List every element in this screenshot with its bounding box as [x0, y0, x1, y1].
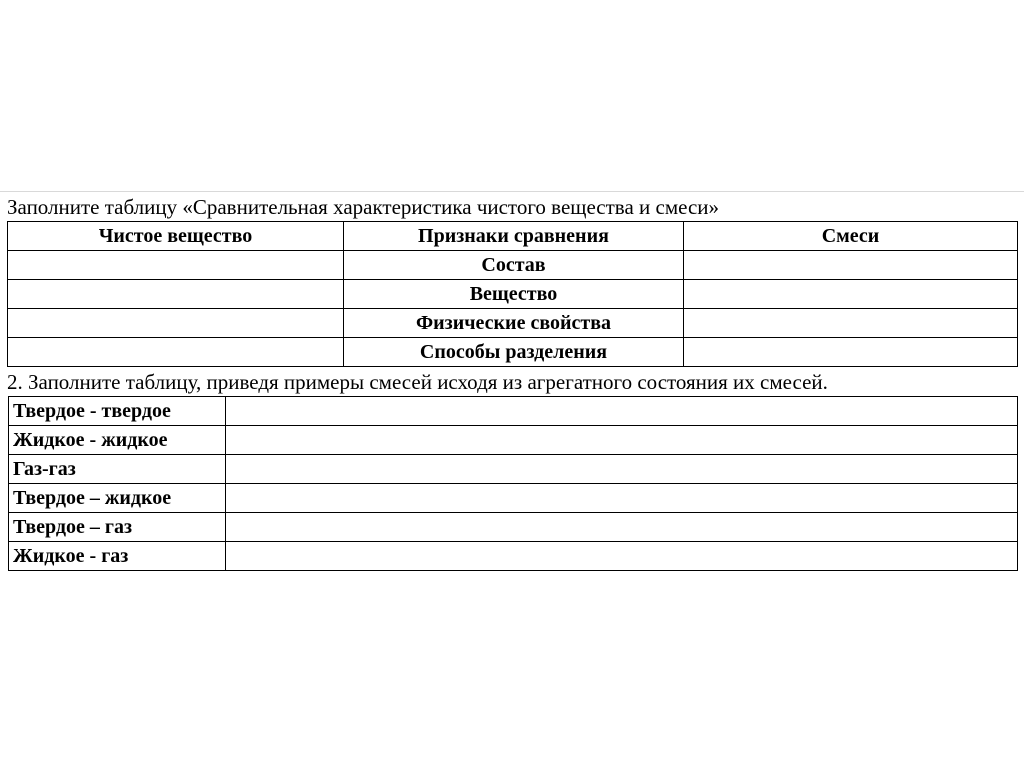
criterion-substance: Вещество [344, 280, 684, 309]
state-pair-liquid-gas: Жидкое - газ [9, 542, 226, 571]
mixture-cell[interactable] [684, 280, 1018, 309]
state-pair-gas-gas: Газ-газ [9, 455, 226, 484]
example-answer-cell[interactable] [226, 426, 1018, 455]
pure-substance-cell[interactable] [8, 338, 344, 367]
criterion-separation-methods: Способы разделения [344, 338, 684, 367]
mixture-cell[interactable] [684, 251, 1018, 280]
mixture-cell[interactable] [684, 309, 1018, 338]
example-answer-cell[interactable] [226, 513, 1018, 542]
state-pair-solid-solid: Твердое - твердое [9, 397, 226, 426]
table-row [9, 513, 1018, 542]
table-row [9, 542, 1018, 571]
table-row [8, 280, 1018, 309]
task1-instruction: Заполните таблицу «Сравнительная характеристика чистого вещества и смеси» [7, 195, 720, 219]
pure-substance-cell[interactable] [8, 251, 344, 280]
task2-instruction: 2. Заполните таблицу, приведя примеры смесей исходя из агрегатного состояния их смесей. [7, 370, 828, 394]
comparison-table-header-row [8, 222, 1018, 251]
mixture-cell[interactable] [684, 338, 1018, 367]
table-row [9, 455, 1018, 484]
criterion-composition: Состав [344, 251, 684, 280]
table-row [9, 484, 1018, 513]
criterion-physical-properties: Физические свойства [344, 309, 684, 338]
header-mixtures: Смеси [684, 222, 1018, 251]
header-pure-substance: Чистое вещество [8, 222, 344, 251]
example-answer-cell[interactable] [226, 397, 1018, 426]
example-answer-cell[interactable] [226, 484, 1018, 513]
state-pair-solid-liquid: Твердое – жидкое [9, 484, 226, 513]
comparison-table [7, 221, 1018, 367]
table-row [8, 338, 1018, 367]
page-top-rule [0, 191, 1024, 192]
example-answer-cell[interactable] [226, 455, 1018, 484]
pure-substance-cell[interactable] [8, 309, 344, 338]
table-row [9, 397, 1018, 426]
header-comparison-criteria: Признаки сравнения [344, 222, 684, 251]
pure-substance-cell[interactable] [8, 280, 344, 309]
mixtures-examples-table [8, 396, 1018, 571]
example-answer-cell[interactable] [226, 542, 1018, 571]
state-pair-liquid-liquid: Жидкое - жидкое [9, 426, 226, 455]
state-pair-solid-gas: Твердое – газ [9, 513, 226, 542]
table-row [8, 251, 1018, 280]
table-row [9, 426, 1018, 455]
table-row [8, 309, 1018, 338]
